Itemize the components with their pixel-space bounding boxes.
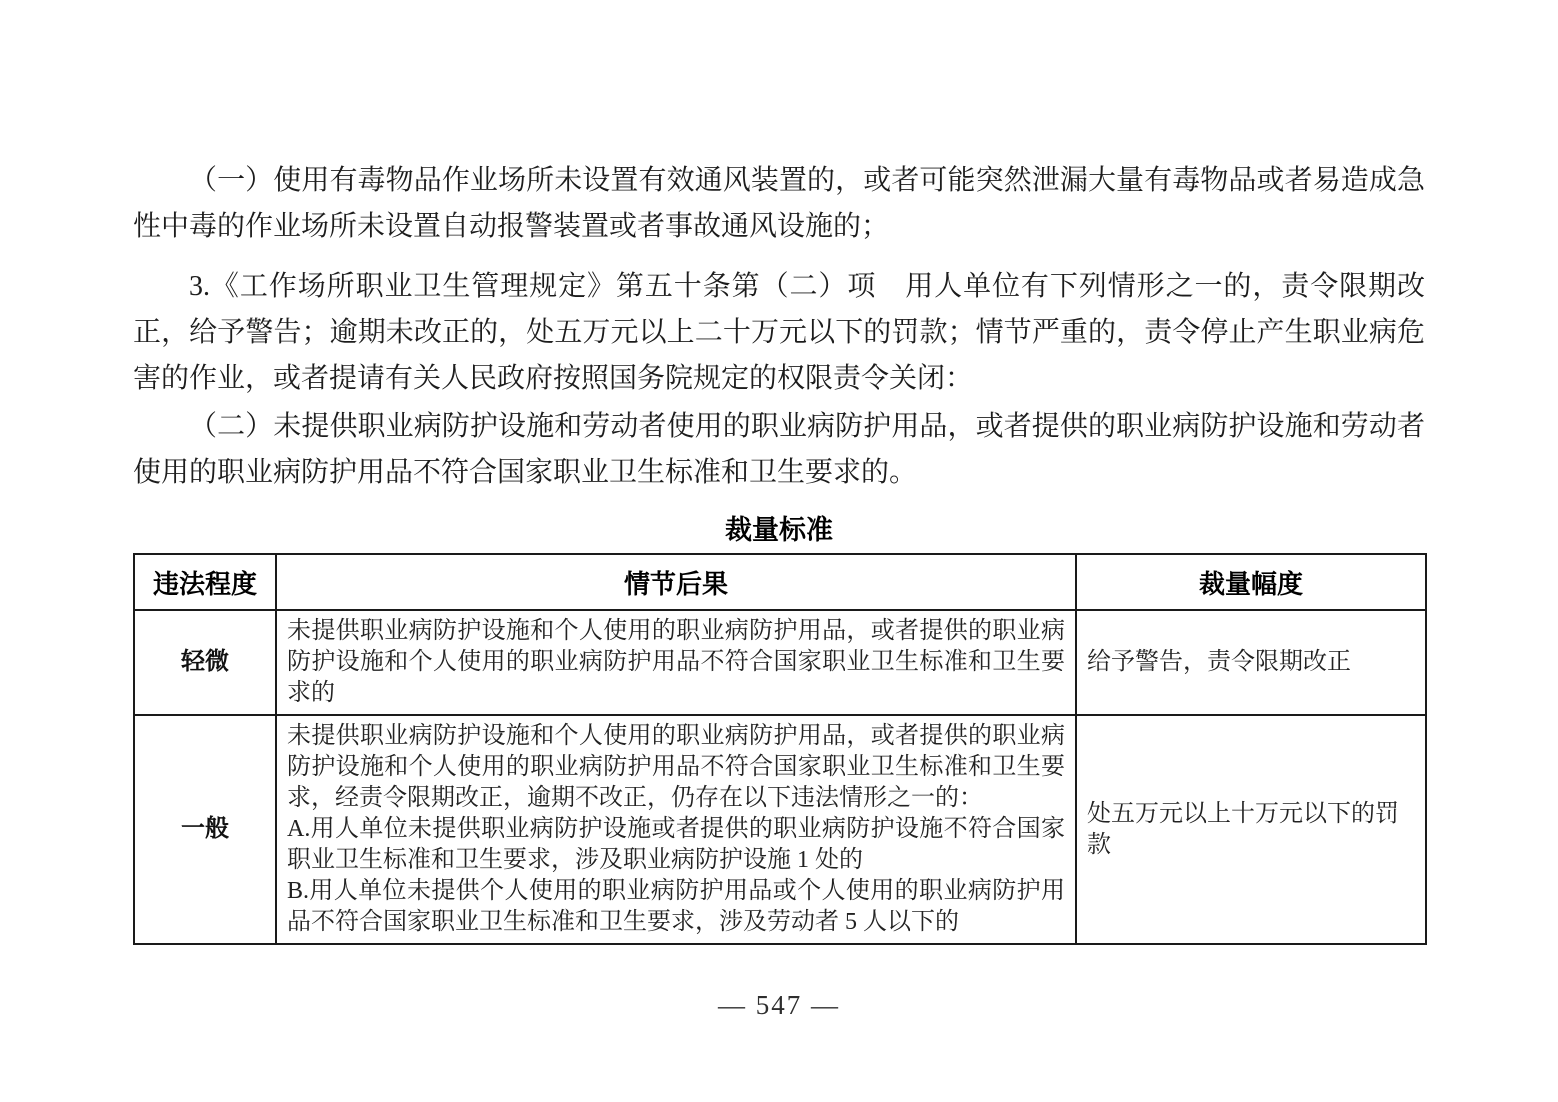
discretion-standards-table — [133, 553, 1427, 945]
table-row-general — [134, 715, 1426, 944]
page-number: — 547 — — [718, 990, 840, 1020]
paragraph-clause-3: 3.《工作场所职业卫生管理规定》第五十条第（二）项 用人单位有下列情形之一的，责令限期改正，给予警告；逾期未改正的，处五万元以上二十万元以下的罚款；情节严重的，责令停止产生职业病危害的作业，或者提请有关人民政府按照国务院规定的权限责令关闭： — [133, 271, 1425, 394]
cell-range-general: 处五万元以上十万元以下的罚款 — [1076, 715, 1426, 944]
table-row-light — [134, 610, 1426, 715]
table-title: 裁量标准 — [725, 515, 833, 545]
header-circumstance: 情节后果 — [276, 554, 1076, 610]
table-header-row — [134, 554, 1426, 610]
cell-range-light: 给予警告，责令限期改正 — [1076, 610, 1426, 715]
header-range: 裁量幅度 — [1076, 554, 1426, 610]
circumstance-item-a: A.用人单位未提供职业病防护设施或者提供的职业病防护设施不符合国家职业卫生标准和卫生要求，涉及职业病防护设施 1 处的 — [287, 816, 1065, 873]
cell-degree-general: 一般 — [134, 715, 276, 944]
paragraph-item-1: （一）使用有毒物品作业场所未设置有效通风装置的，或者可能突然泄漏大量有毒物品或者易造成急性中毒的作业场所未设置自动报警装置或者事故通风设施的； — [133, 165, 1425, 242]
paragraph-item-2: （二）未提供职业病防护设施和劳动者使用的职业病防护用品，或者提供的职业病防护设施和劳动者使用的职业病防护用品不符合国家职业卫生标准和卫生要求的。 — [133, 411, 1425, 488]
cell-circumstance-general — [276, 715, 1076, 944]
circumstance-intro: 未提供职业病防护设施和个人使用的职业病防护用品，或者提供的职业病防护设施和个人使用的职业病防护用品不符合国家职业卫生标准和卫生要求，经责令限期改正，逾期不改正，仍存在以下违法情形之一的： — [287, 723, 1065, 811]
header-degree: 违法程度 — [134, 554, 276, 610]
circumstance-item-b: B.用人单位未提供个人使用的职业病防护用品或个人使用的职业病防护用品不符合国家职业卫生标准和卫生要求，涉及劳动者 5 人以下的 — [287, 878, 1065, 935]
cell-degree-light: 轻微 — [134, 610, 276, 715]
cell-circumstance-light: 未提供职业病防护设施和个人使用的职业病防护用品，或者提供的职业病防护设施和个人使用的职业病防护用品不符合国家职业卫生标准和卫生要求的 — [276, 610, 1076, 715]
document-content — [133, 158, 1425, 945]
